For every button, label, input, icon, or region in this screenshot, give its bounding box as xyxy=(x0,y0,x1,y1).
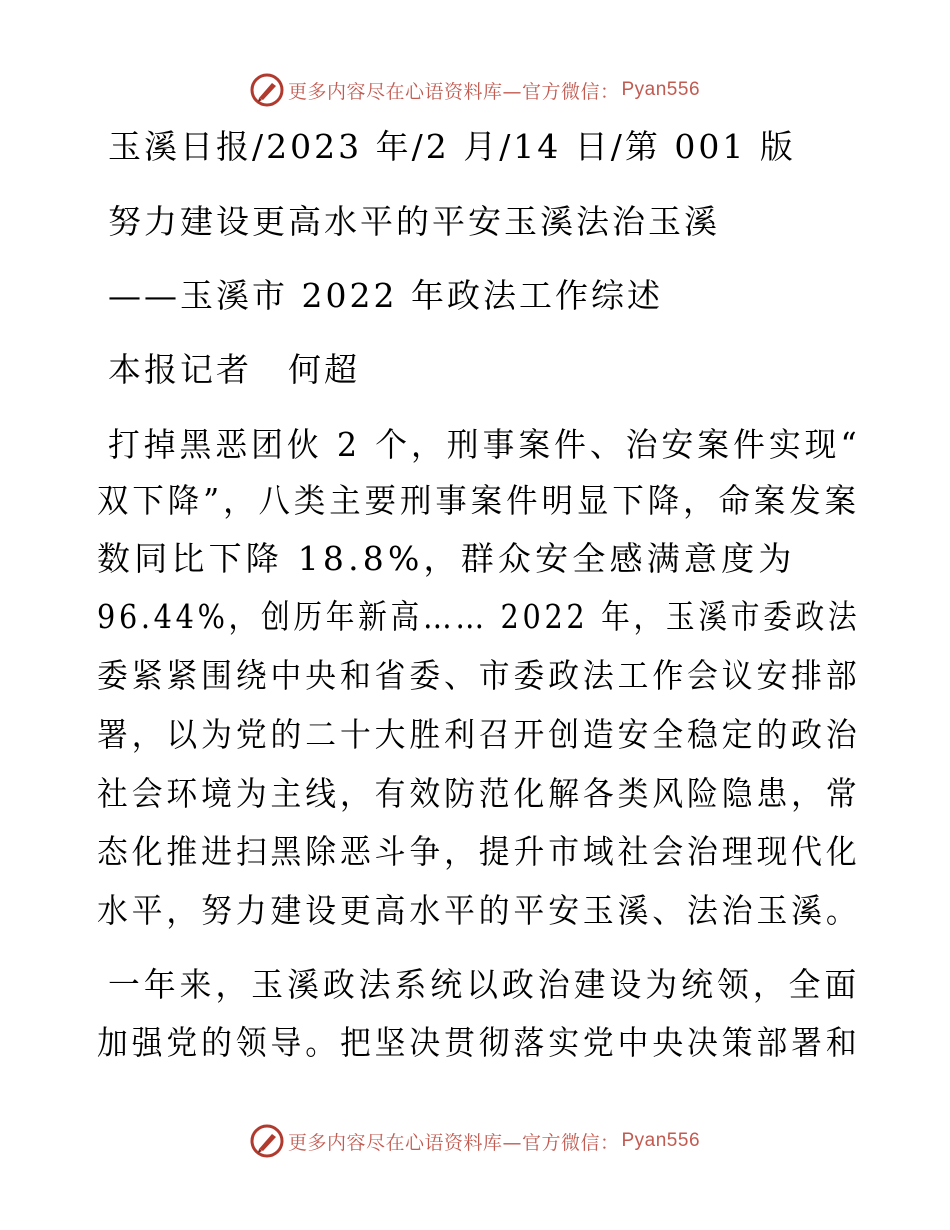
byline: 本报记者 何超 xyxy=(108,350,360,389)
paragraph-line: 社会环境为主线，有效防范化解各类风险隐患，常 xyxy=(97,774,861,813)
pen-logo-icon xyxy=(250,1124,284,1158)
pen-logo-icon xyxy=(250,73,284,107)
paragraph-line: 双下降”，八类主要刑事案件明显下降，命案发案 xyxy=(97,481,860,520)
watermark-handle: Pyan556 xyxy=(621,1130,701,1151)
watermark-text: 更多内容尽在心语资料库—官方微信： xyxy=(287,1131,620,1154)
paragraph-line: 96.44%，创历年新高…… 2022 年，玉溪市委政法 xyxy=(97,597,861,636)
paragraph-line: 打掉黑恶团伙 2 个，刑事案件、治安案件实现“ xyxy=(108,425,861,464)
dateline: 玉溪日报/2023 年/2 月/14 日/第 001 版 xyxy=(108,127,796,166)
paragraph-line: 态化推进扫黑除恶斗争，提升市域社会治理现代化 xyxy=(97,832,861,871)
paragraph-line: 一年来，玉溪政法系统以政治建设为统领，全面 xyxy=(108,965,861,1004)
watermark-text: 更多内容尽在心语资料库—官方微信： xyxy=(287,80,620,103)
paragraph-line: 数同比下降 18.8%，群众安全感满意度为 xyxy=(97,539,796,578)
article-subtitle: ——玉溪市 2022 年政法工作综述 xyxy=(108,276,663,315)
watermark-footer xyxy=(0,1121,950,1161)
watermark-handle: Pyan556 xyxy=(621,79,701,100)
paragraph-line: 署，以为党的二十大胜利召开创造安全稳定的政治 xyxy=(97,715,861,754)
article-title: 努力建设更高水平的平安玉溪法治玉溪 xyxy=(108,202,720,241)
watermark-header xyxy=(0,70,950,110)
paragraph-line: 水平，努力建设更高水平的平安玉溪、法治玉溪。 xyxy=(97,891,861,930)
paragraph-line: 委紧紧围绕中央和省委、市委政法工作会议安排部 xyxy=(97,656,861,695)
paragraph-line: 加强党的领导。把坚决贯彻落实党中央决策部署和 xyxy=(97,1023,861,1062)
